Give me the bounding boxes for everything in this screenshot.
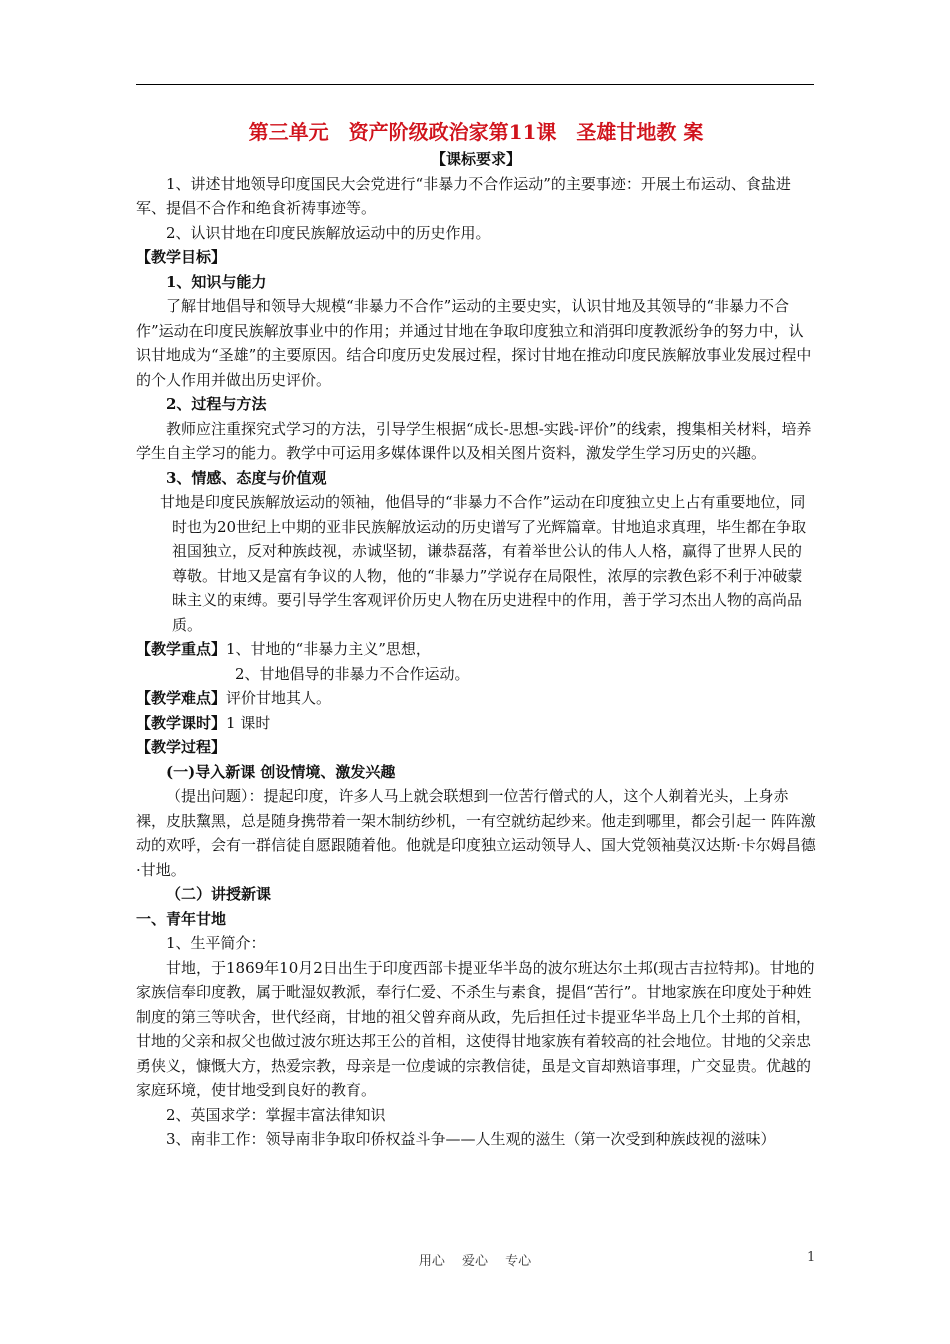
objectives-heading: 【教学目标】 <box>136 248 227 266</box>
south-africa-item: 3、南非工作：领导南非争取印侨权益斗争——人生观的滋生（第一次受到种族歧视的滋味） <box>166 1130 776 1148</box>
key-point-1: 1、甘地的“非暴力主义”思想， <box>226 640 431 658</box>
class-hours-text: 1 课时 <box>226 713 271 732</box>
key-point-2: 2、甘地倡导的非暴力不合作运动。 <box>235 664 470 683</box>
header-rule <box>136 84 814 85</box>
difficulty-text: 评价甘地其人。 <box>226 689 332 707</box>
curriculum-heading: 【课标要求】 <box>430 150 521 168</box>
new-lesson-title: （二）讲授新课 <box>166 885 272 903</box>
class-hours <box>136 711 816 736</box>
objective-2-text: 教师应注重探究式学习的方法，引导学生根据“成长-思想-实践-评价”的线索，搜集相关材料，培养学生自主学习的能力。教学中可运用多媒体课件以及相关图片资料，激发学生学习历史的兴趣。 <box>136 419 812 462</box>
objective-3-title: 3、情感、态度与价值观 <box>166 468 327 487</box>
footer-motto: 用心 爱心 专心 <box>418 1254 532 1269</box>
intro-text: （提出问题）：提起印度，许多人马上就会联想到一位苦行僧式的人，这个人剃着光头，上身赤裸，皮肤黧黑，总是随身携带着一架木制纺纱机，一有空就纺起纱来。他走到哪里，都会引起一 阵阵激动的欢呼，会有一群信徒自愿跟随着他。他就是印度独立运动领导人、国大党领袖莫汉达斯·卡尔姆昌德·甘地。 <box>136 787 816 879</box>
intro-title: (一)导入新课 创设情境、激发兴趣 <box>166 762 396 781</box>
curriculum-item-2: 2、认识甘地在印度民族解放运动中的历史作用。 <box>166 223 491 242</box>
study-item: 2、英国求学：掌握丰富法律知识 <box>166 1105 386 1124</box>
document-body <box>136 117 816 1152</box>
bio-title: 1、生平简介： <box>166 934 266 952</box>
class-hours-label: 【教学课时】 <box>136 713 227 732</box>
page-number: 1 <box>807 1250 816 1265</box>
difficulty-label: 【教学难点】 <box>136 689 227 707</box>
section-1-title: 一、青年甘地 <box>136 909 227 928</box>
objective-3-text: 甘地是印度民族解放运动的领袖，他倡导的“非暴力不合作”运动在印度独立史上占有重要地位，同时也为20世纪上中期的亚非民族解放运动的历史谱写了光辉篇章。甘地追求真理，毕生都在争取祖国独立，反对种族歧视，赤诚坚韧，谦恭磊落，有着举世公认的伟人人格，赢得了世界人民的尊敬。甘地又是富有争议的人物，他的“非暴力”学说存在局限性，浓厚的宗教色彩不利于冲破蒙昧主义的束缚。要引导学生客观评价历史人物在历史进程中的作用，善于学习杰出人物的高尚品质。 <box>160 493 807 634</box>
objective-1-text: 了解甘地倡导和领导大规模“非暴力不合作”运动的主要史实，认识甘地及其领导的“非暴力不合作”运动在印度民族解放事业中的作用；并通过甘地在争取印度独立和消弭印度教派纷争的努力中，认识甘地成为“圣雄”的主要原因。结合印度历史发展过程，探讨甘地在推动印度民族解放事业发展过程中的个人作用并做出历史评价。 <box>136 297 812 389</box>
objective-1-title: 1、知识与能力 <box>166 272 267 291</box>
document-title: 第三单元 资产阶级政治家第11课 圣雄甘地教 案 <box>248 120 704 144</box>
key-points-label: 【教学重点】 <box>136 640 227 658</box>
process-heading: 【教学过程】 <box>136 738 227 756</box>
difficulty <box>136 686 816 711</box>
objective-2-title: 2、过程与方法 <box>166 395 267 413</box>
bio-text: 甘地，于1869年10月2日出生于印度西部卡提亚华半岛的波尔班达尔土邦(现古吉拉特邦)。甘地的家族信奉印度教，属于毗湿奴教派，奉行仁爱、不杀生与素食，提倡“苦行”。甘地家族在印度处于种姓制度的第三等吠舍，世代经商，甘地的祖父曾弃商从政，先后担任过卡提亚华半岛上几个土邦的首相，甘地的父亲和叔父也做过波尔班达邦王公的首相，这使得甘地家族有着较高的社会地位。甘地的父亲忠勇侠义，慷慨大方，热爱宗教，母亲是一位虔诚的宗教信徒，虽是文盲却熟谙事理，广交显贵。优越的家庭环境，使甘地受到良好的教育。 <box>136 958 815 1099</box>
key-points <box>136 637 816 662</box>
curriculum-item-1: 1、讲述甘地领导印度国民大会党进行“非暴力不合作运动”的主要事迹：开展土布运动、食盐进军、提倡不合作和绝食祈祷事迹等。 <box>136 174 791 217</box>
